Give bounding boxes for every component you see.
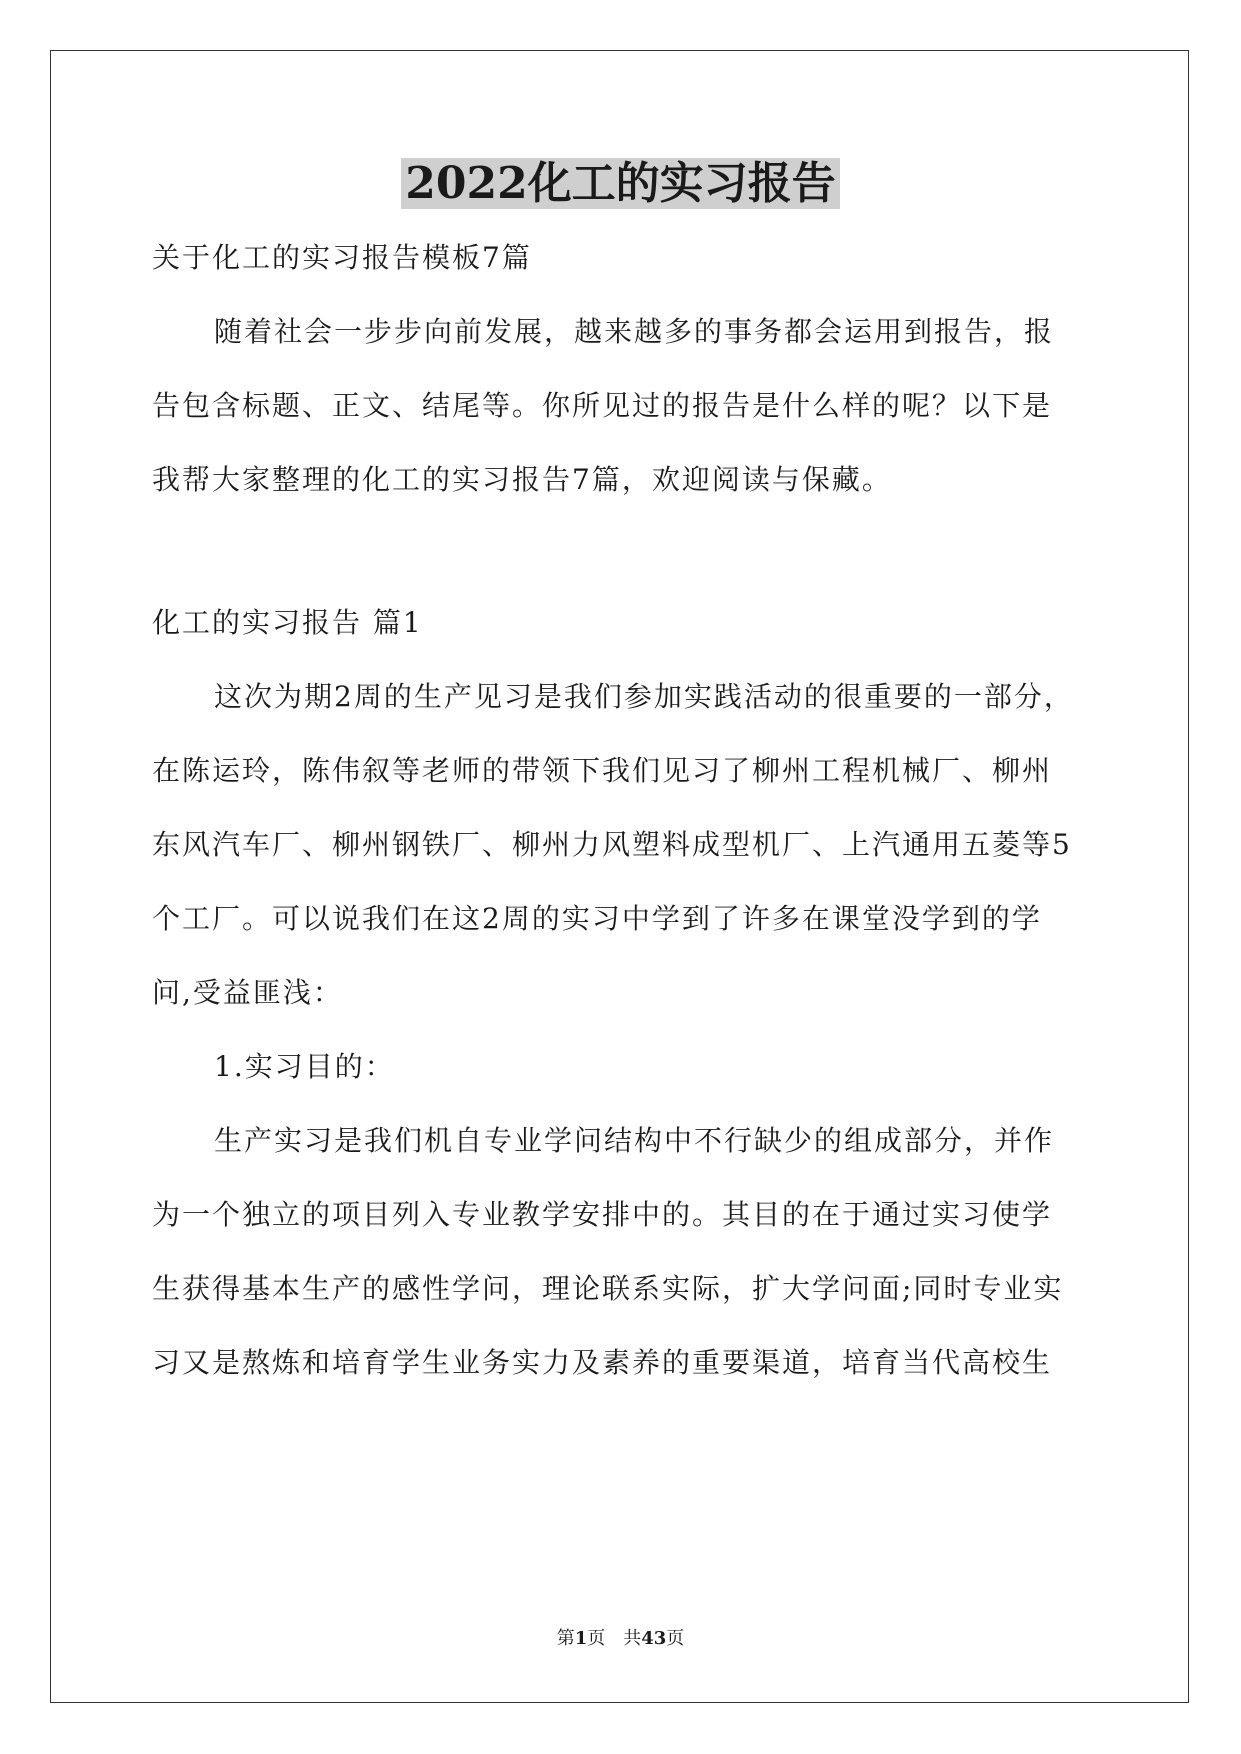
intro-line: 告包含标题、正文、结尾等。你所见过的报告是什么样的呢？以下是: [152, 389, 1053, 422]
paragraph-line: 问,受益匪浅：: [152, 976, 343, 1009]
intro-line: 我帮大家整理的化工的实习报告7篇，欢迎阅读与保藏。: [152, 463, 892, 496]
paragraph-line: 生产实习是我们机自专业学问结构中不行缺少的组成部分，并作: [214, 1124, 1055, 1157]
document-title-text: 2022化工的实习报告: [401, 158, 839, 209]
total-pages-number: 43: [641, 1628, 667, 1649]
paragraph-line: 习又是熬炼和培育学生业务实力及素养的重要渠道，培育当代高校生: [152, 1346, 1053, 1379]
item-heading: 1.实习目的：: [214, 1050, 395, 1083]
paragraph-line: 东风汽车厂、柳州钢铁厂、柳州力风塑料成型机厂、上汽通用五菱等5: [152, 828, 1072, 861]
footer-suffix: 页: [666, 1628, 685, 1649]
footer-prefix: 第: [556, 1628, 575, 1649]
footer-middle: 页 共: [587, 1628, 642, 1649]
document-subtitle: 关于化工的实习报告模板7篇: [152, 241, 532, 274]
page-border: [50, 50, 1189, 1703]
document-title: [0, 152, 1241, 216]
paragraph-line: 为一个独立的项目列入专业教学安排中的。其目的在于通过实习使学: [152, 1198, 1053, 1231]
section-heading: 化工的实习报告 篇1: [152, 606, 423, 639]
intro-line: 随着社会一步步向前发展，越来越多的事务都会运用到报告，报: [214, 315, 1055, 348]
page-footer: [0, 1626, 1241, 1652]
paragraph-line: 个工厂。可以说我们在这2周的实习中学到了许多在课堂没学到的学: [152, 902, 1042, 935]
paragraph-line: 在陈运玲，陈伟叙等老师的带领下我们见习了柳州工程机械厂、柳州: [152, 754, 1053, 787]
paragraph-line: 生获得基本生产的感性学问，理论联系实际，扩大学问面;同时专业实: [152, 1272, 1064, 1305]
current-page-number: 1: [574, 1628, 588, 1649]
paragraph-line: 这次为期2周的生产见习是我们参加实践活动的很重要的一部分，: [214, 680, 1074, 713]
